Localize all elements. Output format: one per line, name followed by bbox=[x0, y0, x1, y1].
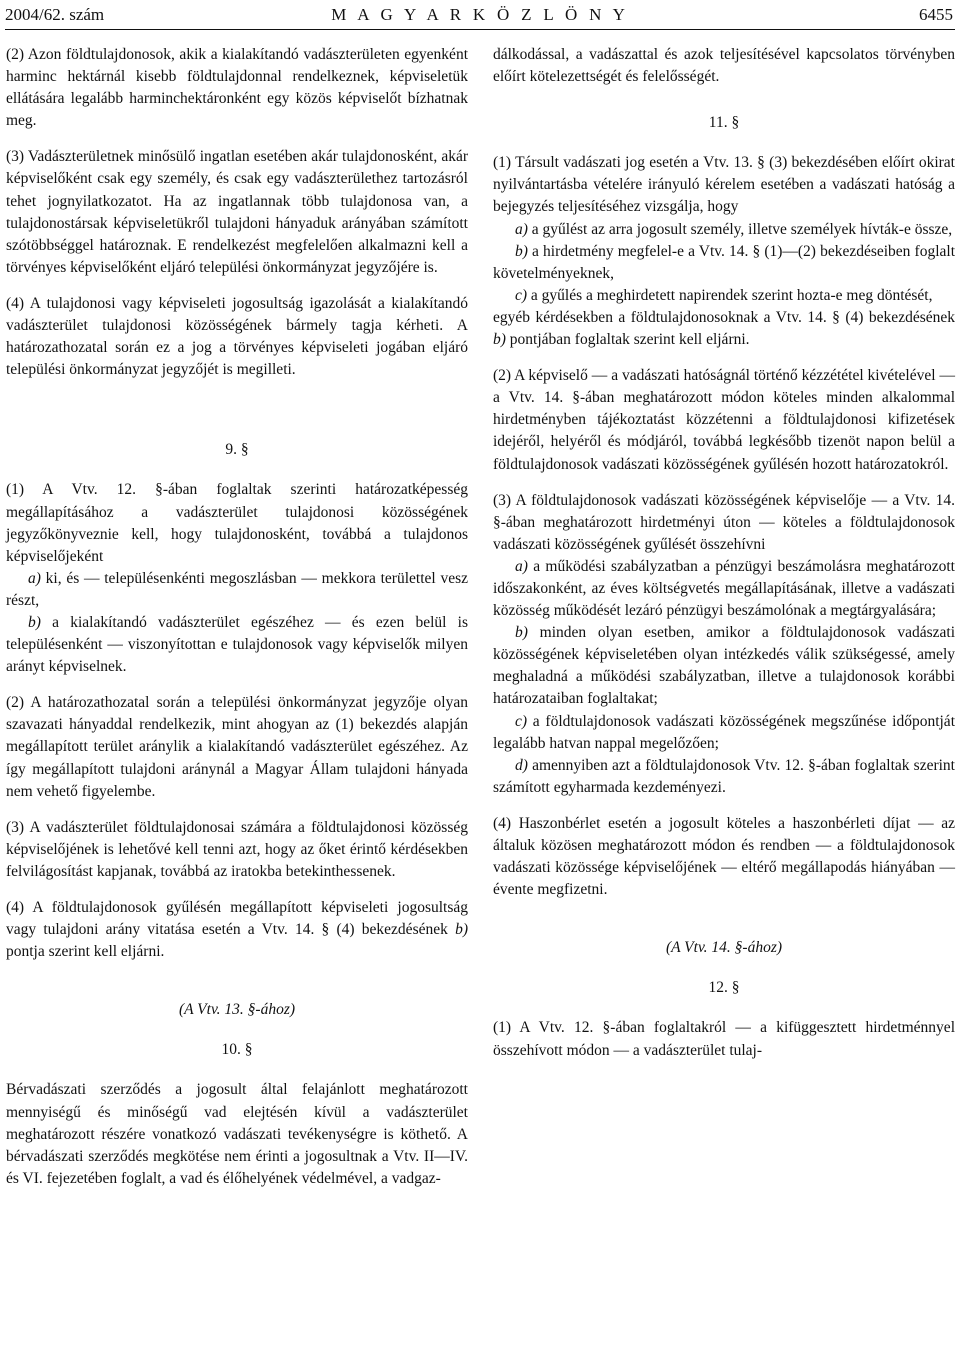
paragraph-9-4: (4) A földtulajdonosok gyűlésén megállapított képviseleti jogosultság vagy tulajdoni arány vitatása esetén a Vtv. 14. § (4) bekezdésének b) pontja szerint kell eljárni. bbox=[6, 899, 468, 961]
paragraph-8-3: (3) Vadászterületnek minősülő ingatlan esetében akár tulajdonosként, akár képviselőként csak egy személy, és csak egy vadászterülethez tartozásról tehet jognyilatkozatot. Ha az ingatlannak több tulajdonosa van, a tulajdonostársak képviseletükről tulajdoni hányaduk arányában számított szótöbbséggel határoznak. E rendelkezést megfelelően alkalmazni kell a törvényes képviselőként eljáró települési önkormányzat jegyzőjére is. bbox=[6, 148, 468, 276]
paragraph-11-1: (1) Társult vadászati jog esetén a Vtv. 13. § (3) bekezdésében előírt okirat nyilvántartásba vételére irányuló kérelem esetében a vadászati hatóság a bejegyzés teljesítéséhez vizsgálja, hogy bbox=[493, 154, 955, 216]
header-rule bbox=[5, 29, 955, 30]
paragraph-8-2: (2) Azon földtulajdonosok, akik a kialakítandó vadászterületen egyenként harminc hektárnál kisebb földtulajdonnal rendelkeznek, képviseletük ellátására legalább harminchektáronként egy közös képviselőt bízhatnak meg. bbox=[6, 46, 468, 130]
paragraph-8-4: (4) A tulajdonosi vagy képviseleti jogosultság igazolását a kialakítandó vadászterület tulajdonosi közösségének bármely tagja kérheti. A határozathozatal során ez a jog a törvényes képviseleti jogában eljáró települési önkormányzat jegyzőjét is megilleti. bbox=[6, 294, 468, 379]
issue-number: 2004/62. szám bbox=[5, 5, 105, 24]
paragraph-11-3: (3) A földtulajdonosok vadászati közösségének képviselője — a Vtv. 14. §-ában meghatározott hirdetményi úton — köteles a földtulajdonosok vadászati közösségének gyűlését összehívni bbox=[493, 491, 955, 553]
list-item-9-1-b bbox=[6, 612, 468, 678]
paragraph-9-3: (3) A vadászterület földtulajdonosai számára a földtulajdonosi közösség képviselőjének is lehetővé kell tenni azt, hogy az őket érintő kérdésekben felvilágosítást kapjanak, továbbá az iratokba betekinthessenek. bbox=[6, 818, 468, 880]
journal-title: M A G Y A R K Ö Z L Ö N Y bbox=[331, 5, 629, 24]
paragraph-11-4: (4) Haszonbérlet esetén a jogosult köteles a haszonbérleti díjat — az általuk közösen meghatározott módon és rendben — a földtulajdonosok vadászati közössége képviselőjének — eltérő megállapodás hiányában — évente megfizetni. bbox=[493, 814, 955, 899]
item-label: b) bbox=[28, 613, 41, 631]
subheading-vtv-13: (A Vtv. 13. §-ához) bbox=[178, 1001, 296, 1019]
section-heading-12: 12. § bbox=[708, 979, 740, 997]
list-item-11-1-a: a) a gyűlést az arra jogosult személy, illetve személyek hívták-e össze, bbox=[515, 220, 953, 238]
list-item-11-3-a: a) a működési szabályzatban a pénzügyi beszámolásra meghatározott időszakonként, az éves költségvetés megállapításának, illetve a vadászati közösség működését lezáró pénzügyi beszámolónak a megtárgyalására; bbox=[493, 557, 955, 620]
right-column bbox=[493, 44, 955, 1076]
list-item-11-1-b: b) a hirdetmény megfelel-e a Vtv. 14. § (1)—(2) bekezdéseiben foglalt követelményeknek, bbox=[493, 242, 955, 282]
paragraph-11-1-tail: egyéb kérdésekben a földtulajdonosoknak a Vtv. 14. § (4) bekezdésének b) pontjában foglaltak szerint kell eljárni. bbox=[493, 308, 955, 349]
list-item-9-1-a bbox=[6, 568, 468, 612]
section-heading-10: 10. § bbox=[221, 1041, 253, 1059]
paragraph-11-2: (2) A képviselő — a vadászati hatóságnál történő kézzététel kivételével — a Vtv. 14. §-ában meghatározott módon köteles minden alkalommal hirdetményben tájékoztatást közzétenni a földtulajdonosi kifizetések idejéről, helyéről és módjáról, továbbá legkésőbb tizenöt napon belül a földtulajdonosok vadászati közösségének gyűlésén hozott határozatokról. bbox=[493, 367, 955, 473]
subheading-vtv-14: (A Vtv. 14. §-ához) bbox=[665, 939, 783, 957]
paragraph-9-1: (1) A Vtv. 12. §-ában foglaltak szerinti határozatképesség megállapításához a vadászterület tulajdonosi közösségének jegyzőkönyveznie kell, hogy tulajdonosként, továbbá a tulajdonos képviselőjeként bbox=[6, 481, 468, 565]
list-item-11-3-c: c) a földtulajdonosok vadászati közösségének megszűnése időpontját legalább hatvan nappal megelőzően; bbox=[493, 712, 955, 752]
left-column bbox=[6, 44, 468, 1204]
paragraph-12-1: (1) A Vtv. 12. §-ában foglaltakról — a kifüggesztett hirdetménnyel összehívott módon — a vadászterület tulaj- bbox=[493, 1019, 955, 1059]
list-item-11-1-c: c) a gyűlés a meghirdetett napirendek szerint hozta-e meg döntését, bbox=[515, 286, 933, 304]
paragraph-10: Bérvadászati szerződés a jogosult által felajánlott meghatározott mennyiségű és minőségű vad elejtésén kívül a vadászterület meghatározott részére vonatkozó vadászati tevékenységre is köthető. A bérvadászati szerződés megkötése nem érinti a jogosultnak a Vtv. II—IV. és VI. fejezetében foglalt, a vad és élőhelyének védelmével, a vadgaz- bbox=[6, 1081, 468, 1187]
paragraph-10-cont: dálkodással, a vadászattal és azok teljesítésével kapcsolatos törvényben előírt kötelezettségét és felelősségét. bbox=[493, 46, 955, 86]
item-text: ki, és — településenkénti megoszlásban — mekkora területtel vesz részt, bbox=[6, 569, 468, 609]
page-number: 6455 bbox=[919, 5, 953, 24]
item-text: a kialakítandó vadászterület egészéhez — és ezen belül is településenként — viszonyítottan e tulajdonosok vagy képviselők milyen arányt képviselnek. bbox=[6, 613, 468, 676]
running-header bbox=[5, 4, 955, 28]
list-item-11-3-d: d) amennyiben azt a földtulajdonosok Vtv. 12. §-ában foglaltak szerint számított egyharmada kezdeményezi. bbox=[493, 756, 955, 796]
section-heading-9: 9. § bbox=[225, 441, 249, 459]
list-item-11-3-b: b) minden olyan esetben, amikor a földtulajdonosok vadászati közösségének képviseletében olyan intézkedés válik szükségessé, amely meghaladná a működési szabályzatban, illetve a tulajdonosok korábbi határozataiban foglaltakat; bbox=[493, 624, 955, 708]
paragraph-9-2: (2) A határozathozatal során a települési önkormányzat jegyzője olyan szavazati hányaddal rendelkezik, mint ahogyan az (1) bekezdés alapján megállapított terület aránylik a kialakítandó vadászterület egészéhez. Az így megállapított tulajdoni aránynál a Magyar Állam tulajdoni hányada nem vehető figyelembe. bbox=[6, 694, 468, 800]
section-heading-11: 11. § bbox=[708, 114, 740, 132]
item-label: a) bbox=[28, 569, 41, 587]
